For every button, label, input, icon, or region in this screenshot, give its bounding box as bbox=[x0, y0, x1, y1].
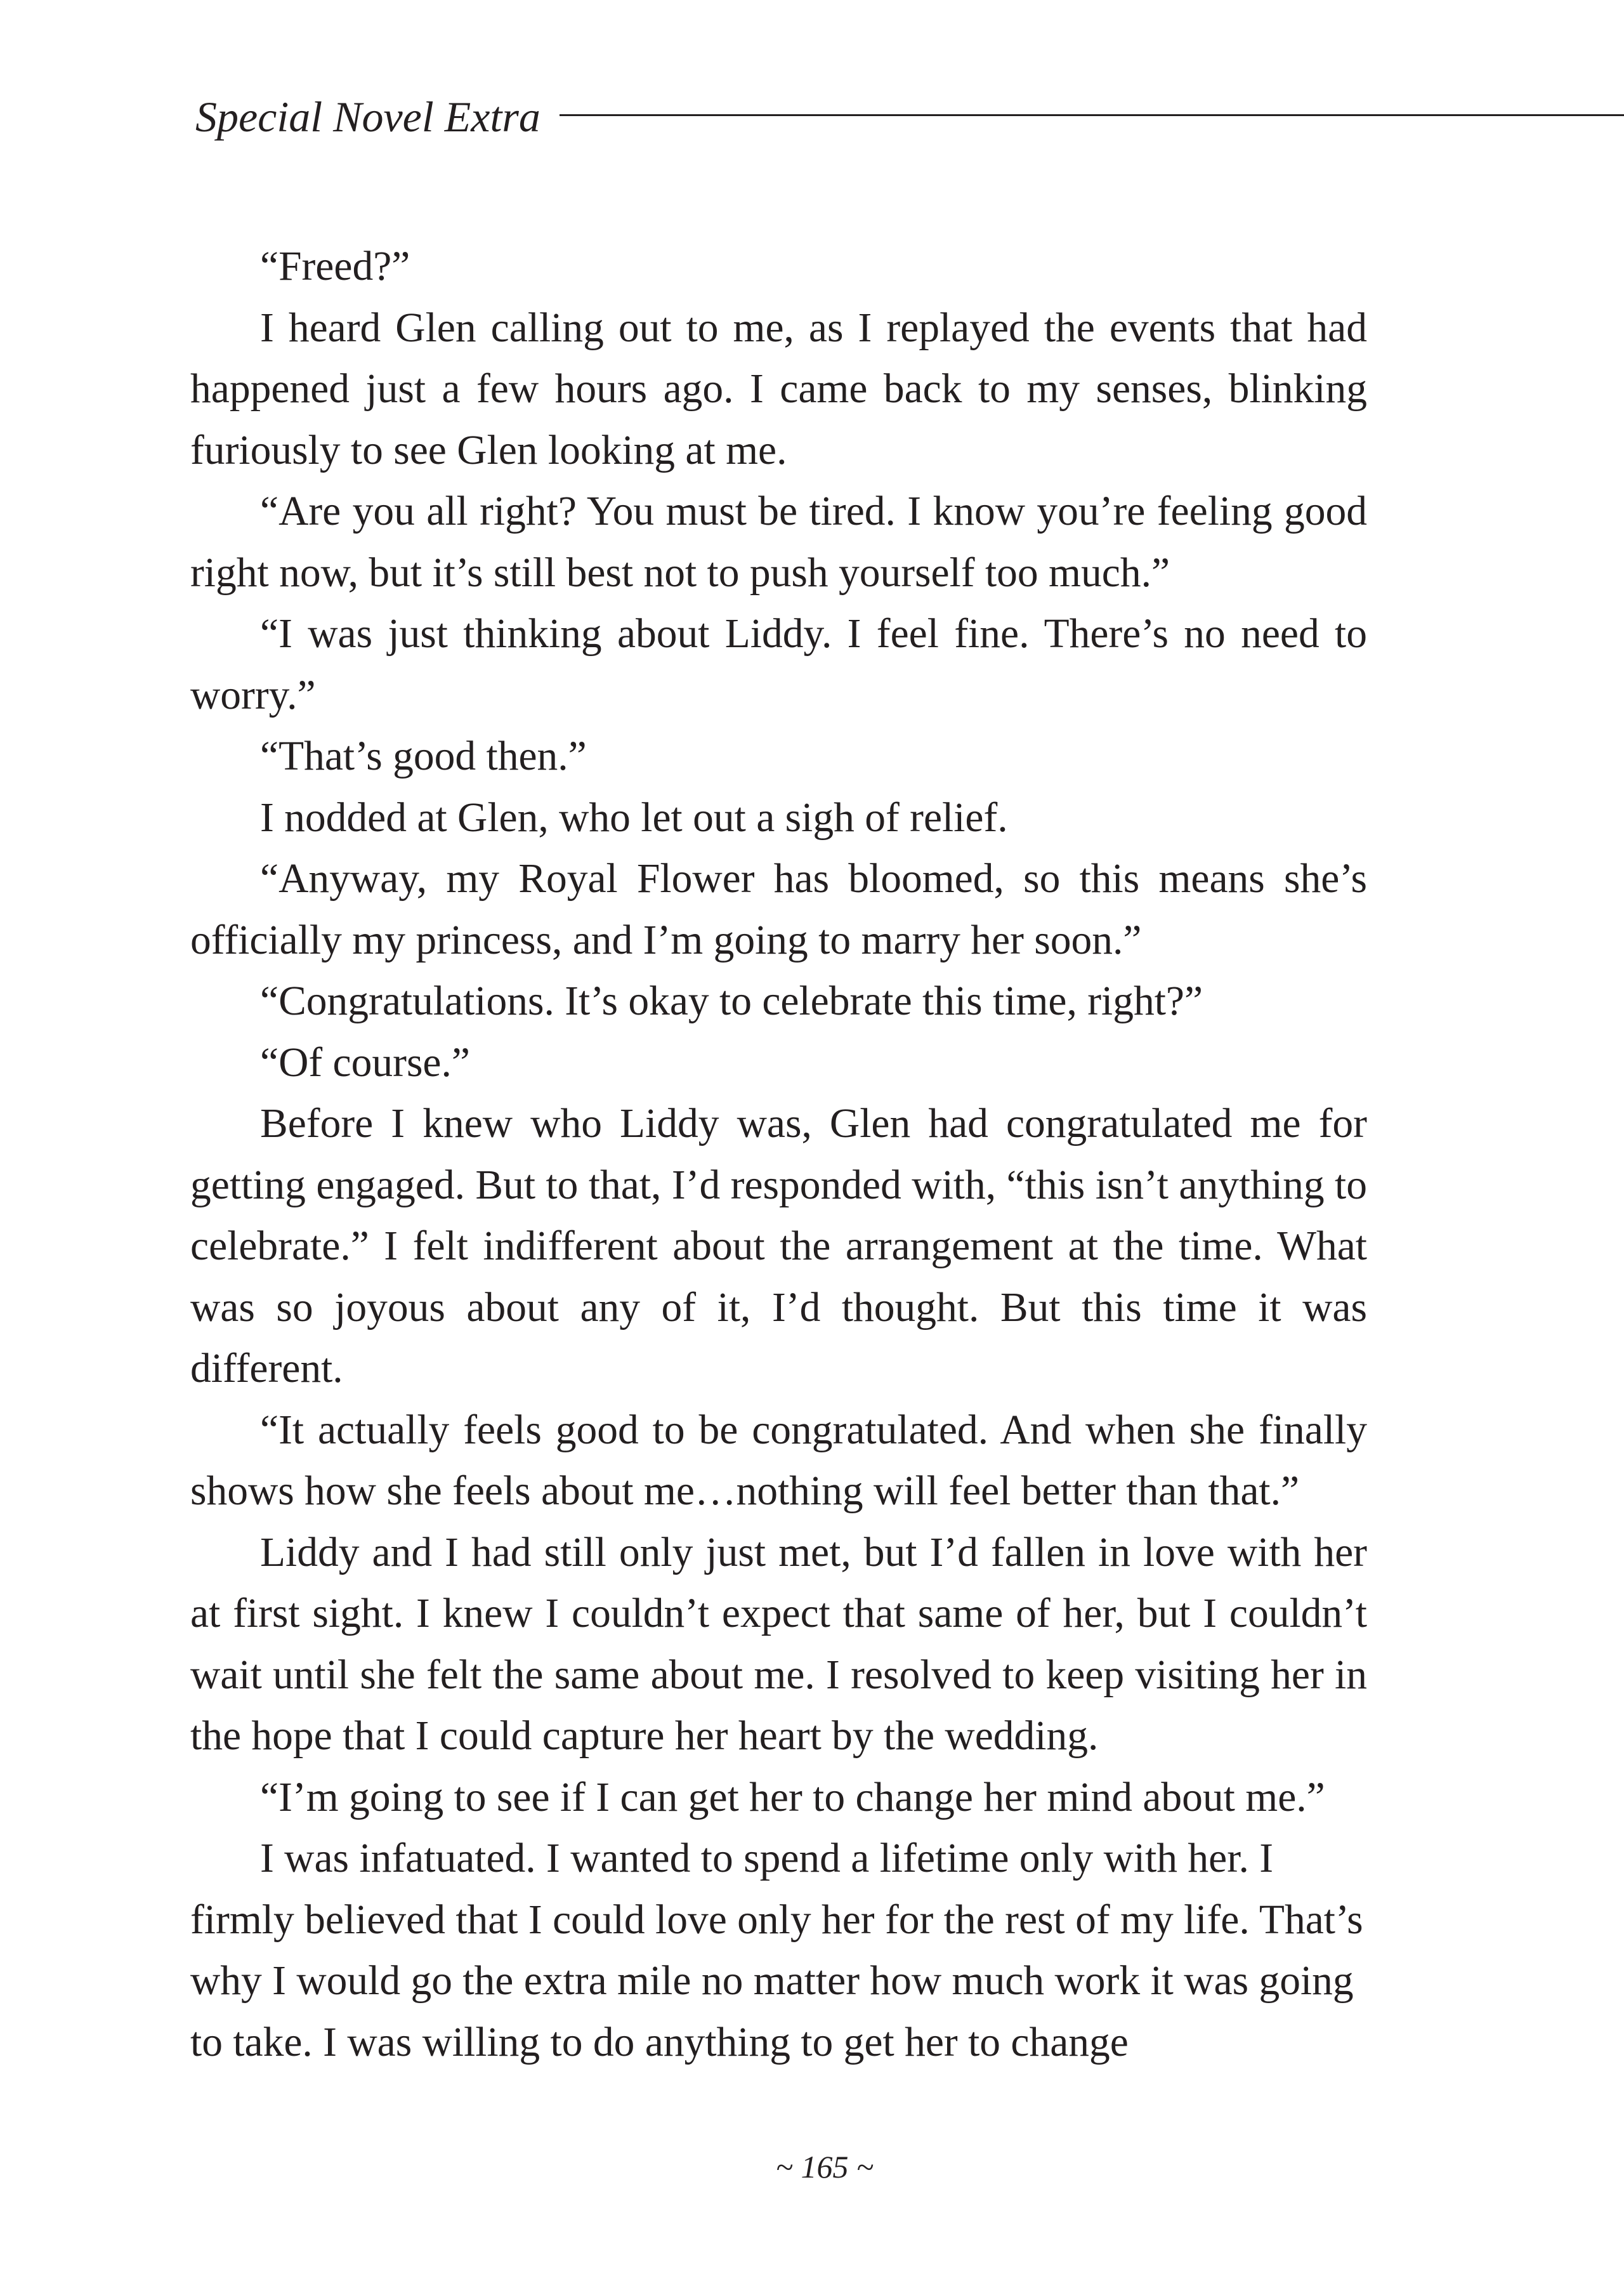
paragraph-13: “I’m going to see if I can get her to change her mind about me.” bbox=[260, 1774, 1325, 1820]
running-header bbox=[0, 82, 1624, 146]
paragraph-7: “Anyway, my Royal Flower has bloomed, so this means she’s officially my princess, and I’m going to marry her soon.” bbox=[190, 856, 1367, 963]
paragraph-8: “Congratulations. It’s okay to celebrate this time, right?” bbox=[260, 978, 1203, 1024]
page-body-text bbox=[190, 236, 1367, 2073]
paragraph-6: I nodded at Glen, who let out a sigh of relief. bbox=[260, 794, 1008, 841]
page-number: ~ 165 ~ bbox=[775, 2149, 874, 2185]
paragraph-12: Liddy and I had still only just met, but I’d fallen in love with her at first sight. I knew I couldn’t expect that same of her, but I couldn’t wait until she felt the same about me. I resolved to keep visiting her in the hope that I could capture her heart by the wedding. bbox=[190, 1529, 1367, 1759]
paragraph-1: “Freed?” bbox=[260, 244, 410, 289]
paragraph-9: “Of course.” bbox=[260, 1039, 470, 1086]
paragraph-10: Before I knew who Liddy was, Glen had congratulated me for getting engaged. But to that, I’d responded with, “this isn’t anything to celebrate.” I felt indifferent about the arrangement at the time. What was so joyous about any of it, I’d thought. But this time it was different. bbox=[190, 1101, 1367, 1391]
page-footer bbox=[0, 2145, 1624, 2189]
paragraph-3: “Are you all right? You must be tired. I know you’re feeling good right now, but it’s still best not to push yourself too much.” bbox=[190, 489, 1367, 596]
paragraph-14: I was infatuated. I wanted to spend a lifetime only with her. I firmly believed that I could love only her for the rest of my life. That’s why I would go the extra mile no matter how much work it was going to take. I was willing to do anything to get her to change bbox=[190, 1836, 1363, 2065]
paragraph-11: “It actually feels good to be congratulated. And when she finally shows how she feels about me…nothing will feel better than that.” bbox=[190, 1407, 1367, 1514]
header-rule-divider bbox=[560, 114, 1624, 116]
running-header-title: Special Novel Extra bbox=[195, 93, 540, 141]
paragraph-5: “That’s good then.” bbox=[260, 733, 587, 779]
paragraph-4: “I was just thinking about Liddy. I feel fine. There’s no need to worry.” bbox=[190, 611, 1367, 718]
paragraph-2: I heard Glen calling out to me, as I replayed the events that had happened just a few hours ago. I came back to my senses, blinking furiously to see Glen looking at me. bbox=[190, 305, 1367, 473]
